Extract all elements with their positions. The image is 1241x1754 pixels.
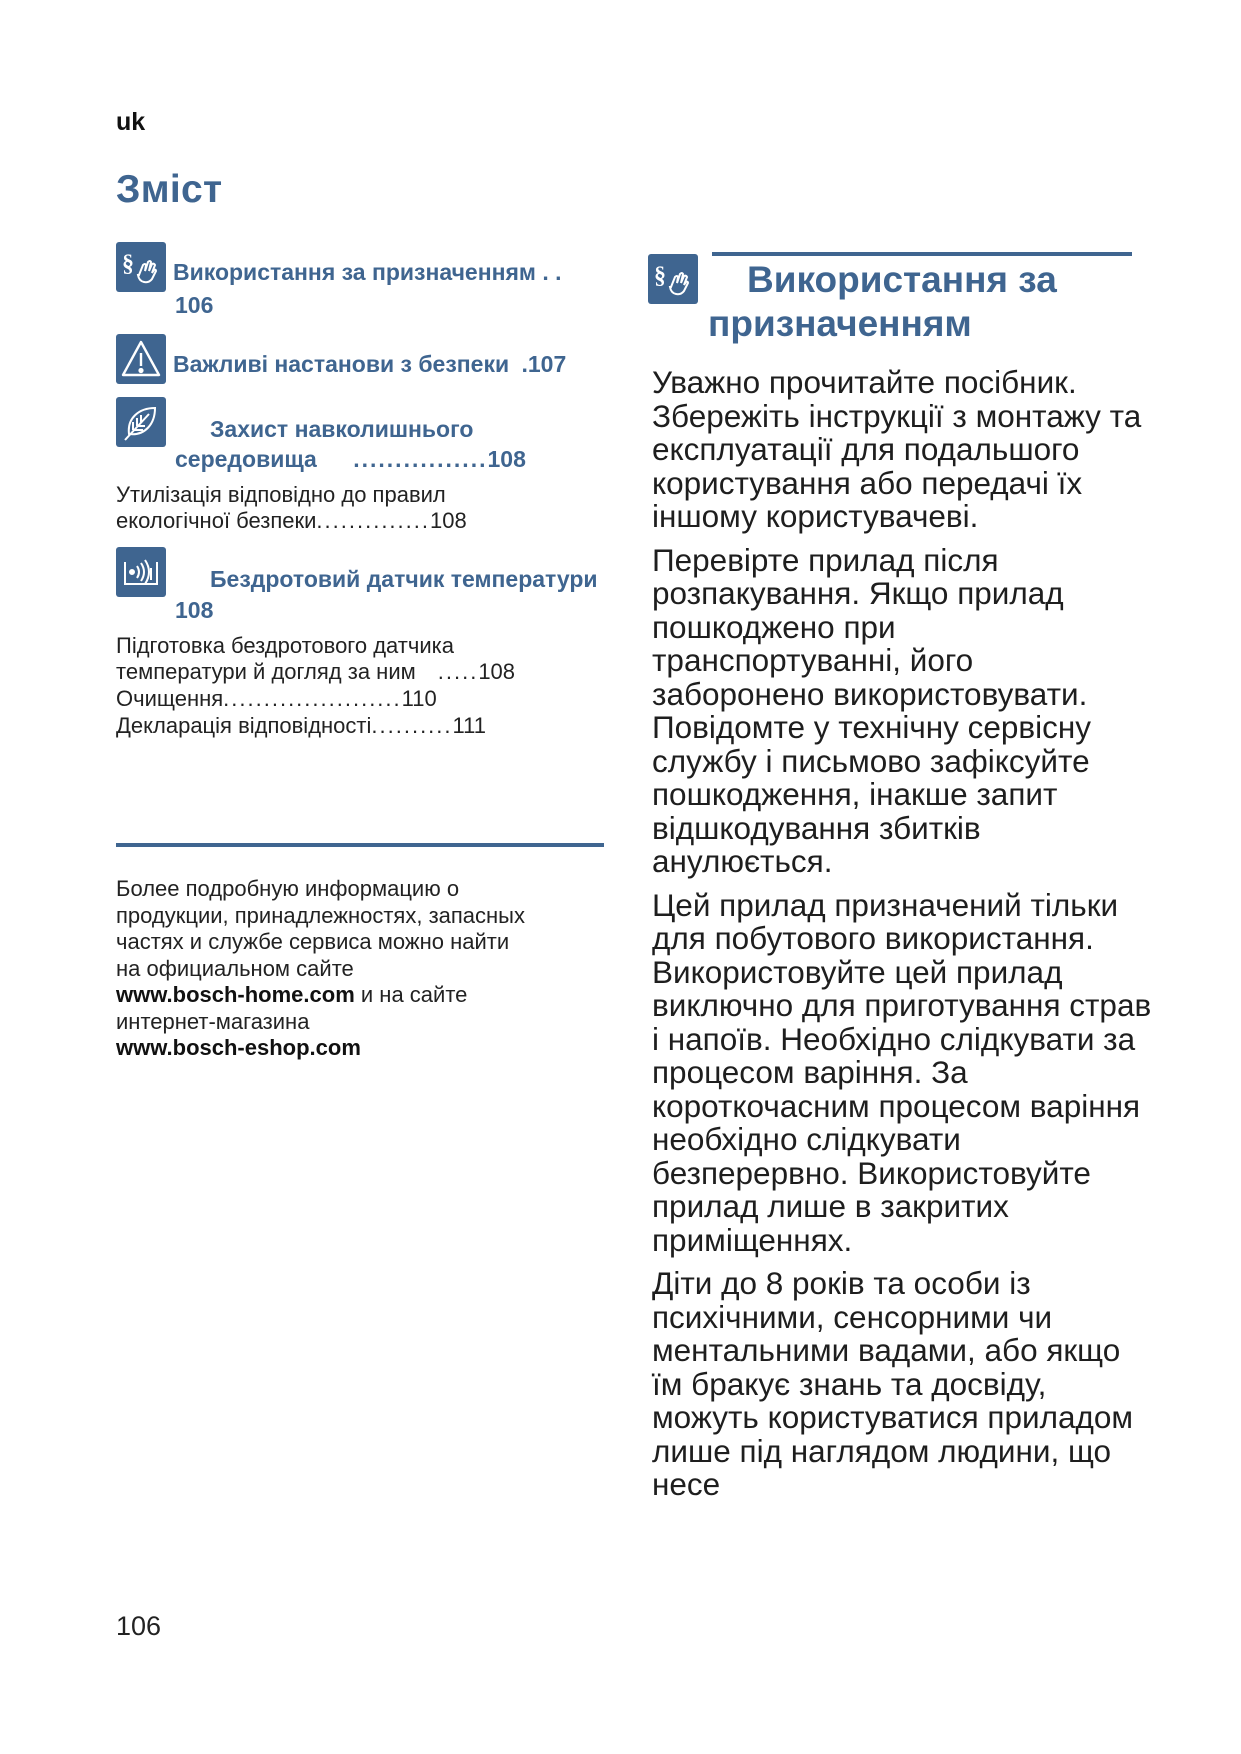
- toc-sub-disposal[interactable]: [116, 482, 467, 534]
- warning-triangle-icon: [116, 334, 166, 384]
- toc-dots: ..............: [316, 508, 430, 533]
- divider: [116, 843, 604, 847]
- section-title: [708, 258, 1148, 346]
- toc-sub-cleaning-text: Очищення: [116, 686, 224, 711]
- info-note: [116, 876, 616, 1062]
- paragraph: Діти до 8 років та особи із психічними, сенсорними чи ментальними вадами, або якщо їм бракує знань та досвіду, можуть користуватися приладом лише під наглядом людини, що несе: [652, 1265, 1134, 1502]
- toc-sub-sensor-prep-page: 108: [478, 659, 516, 684]
- toc-sub-declaration-page: 111: [452, 713, 486, 738]
- note-line: Более подробную информацию о: [116, 876, 460, 901]
- toc-sub-sensor-prep-l2: температури й догляд за ним: [116, 659, 416, 684]
- toc-entry-sensor-page: 108: [175, 597, 214, 623]
- bosch-eshop-link[interactable]: www.bosch-eshop.com: [116, 1035, 361, 1060]
- note-line: продукции, принадлежностях, запасных: [116, 902, 525, 928]
- toc-entry-env-page: 108: [487, 446, 526, 472]
- toc-entry-env[interactable]: [175, 444, 526, 475]
- toc-entry-sensor-title[interactable]: Бездротовий датчик температури: [210, 566, 598, 592]
- toc-entry-safety-title: Важливі настанови з безпеки: [173, 351, 510, 377]
- toc-sub-sensor-prep[interactable]: [116, 633, 515, 685]
- toc-sub-sensor-prep-l1: Підготовка бездротового датчика: [116, 633, 454, 658]
- divider: [712, 252, 1132, 256]
- toc-entry-use-title: Використання за призначенням . .: [173, 259, 562, 285]
- svg-text:§: §: [654, 263, 666, 289]
- bosch-home-link[interactable]: www.bosch-home.com: [116, 982, 355, 1007]
- note-line: на официальном сайте: [116, 955, 354, 981]
- svg-text:§: §: [122, 251, 134, 277]
- note-line: частях и службе сервиса можно найти: [116, 929, 510, 954]
- section-title-l1: Використання за: [747, 259, 1057, 300]
- page-number: 106: [116, 1611, 162, 1641]
- note-line: интернет-магазина: [116, 1008, 310, 1034]
- paragraph: Уважно прочитайте посібник. Збережіть інструкції з монтажу та експлуатації для подальшого користування або передачі їх іншому користувачеві.: [652, 364, 1142, 534]
- note-line: и на сайте: [354, 982, 468, 1007]
- section-title-l2: призначенням: [708, 303, 972, 344]
- toc-sub-disposal-page: 108: [430, 508, 467, 533]
- toc-sub-disposal-l2: екологічної безпеки: [116, 508, 317, 533]
- paragraph-hand-icon: [648, 254, 698, 304]
- toc-entry-env-title-2: середовища: [175, 446, 317, 472]
- toc-title: Зміст: [116, 168, 223, 211]
- paragraph: Перевірте прилад після розпакування. Якщо прилад пошкоджено при транспортуванні, його заборонено використовувати. Повідомте у технічну сервісну службу і письмово зафіксуйте пошкодження, інакше запит відшкодування збитків анулюється.: [652, 541, 1092, 879]
- toc-sub-cleaning-page: 110: [401, 686, 437, 711]
- wireless-sensor-icon: [116, 547, 166, 597]
- toc-entry-env-title[interactable]: Захист навколишнього: [210, 416, 474, 442]
- paragraph: Цей прилад призначений тільки для побутового використання. Використовуйте цей прилад виключно для приготування страв і напоїв. Необхідно слідкувати за процесом варіння. За короткочасним процесом варіння необхідно слідкувати безперервно. Використовуйте прилад лише в закритих приміщеннях.: [652, 886, 1152, 1258]
- section-body: [652, 366, 1152, 1512]
- paragraph-hand-icon: [116, 242, 166, 292]
- toc-sub-declaration[interactable]: [116, 713, 486, 739]
- toc-sub-cleaning[interactable]: [116, 686, 437, 712]
- toc-dots: ..........: [371, 713, 453, 738]
- toc-dots: ......................: [223, 686, 402, 711]
- toc-dots: .....: [437, 659, 479, 684]
- toc-entry-safety-page: .107: [521, 351, 567, 377]
- language-code: uk: [116, 108, 146, 136]
- toc-entry-use[interactable]: [173, 257, 562, 288]
- toc-entry-use-page: 106: [175, 292, 214, 318]
- toc-sub-declaration-text: Декларація відповідності: [116, 713, 372, 738]
- toc-sub-disposal-l1: Утилізація відповідно до правил: [116, 482, 446, 507]
- toc-entry-safety[interactable]: [173, 349, 566, 380]
- toc-dots: ................: [353, 446, 488, 472]
- leaf-icon: [116, 397, 166, 447]
